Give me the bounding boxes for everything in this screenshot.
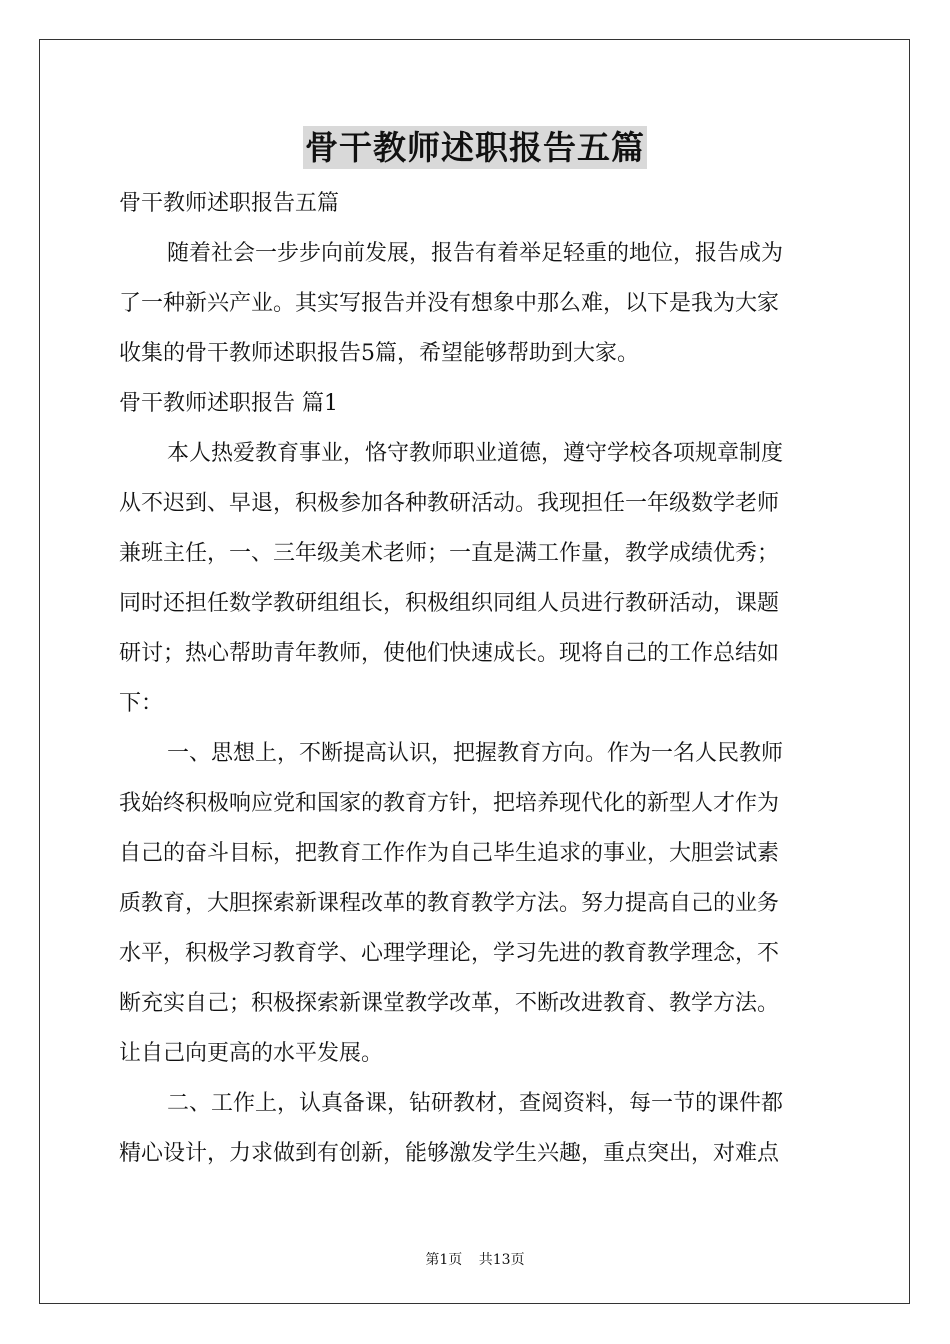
text-line: 兼班主任，一、三年级美术老师；一直是满工作量，教学成绩优秀；	[119, 541, 780, 566]
text-line: 同时还担任数学教研组组长，积极组织同组人员进行教研活动，课题	[119, 591, 780, 616]
text-line: 二、工作上，认真备课，钻研教材，查阅资料，每一节的课件都	[167, 1091, 784, 1116]
text-line: 让自己向更高的水平发展。	[119, 1041, 384, 1066]
text-line: 精心设计，力求做到有创新，能够激发学生兴趣，重点突出，对难点	[119, 1141, 780, 1166]
text-line: 质教育，大胆探索新课程改革的教育教学方法。努力提高自己的业务	[119, 891, 780, 916]
text-line: 本人热爱教育事业，恪守教师职业道德，遵守学校各项规章制度	[167, 441, 784, 466]
text-line: 收集的骨干教师述职报告5篇，希望能够帮助到大家。	[119, 341, 639, 366]
page-total: 共13页	[478, 1252, 525, 1268]
page-number: 第1页	[425, 1252, 463, 1268]
text-line: 下：	[119, 691, 164, 716]
document-title	[0, 122, 950, 169]
text-line: 研讨；热心帮助青年教师，使他们快速成长。现将自己的工作总结如	[119, 641, 780, 666]
text-line: 我始终积极响应党和国家的教育方针，把培养现代化的新型人才作为	[119, 791, 780, 816]
text-line: 骨干教师述职报告五篇	[119, 191, 340, 216]
page-footer	[0, 1249, 950, 1269]
text-line: 一、思想上，不断提高认识，把握教育方向。作为一名人民教师	[167, 741, 784, 766]
text-line: 骨干教师述职报告 篇1	[119, 391, 338, 416]
text-line: 水平，积极学习教育学、心理学理论，学习先进的教育教学理念，不	[119, 941, 780, 966]
text-line: 从不迟到、早退，积极参加各种教研活动。我现担任一年级数学老师	[119, 491, 780, 516]
text-line: 了一种新兴产业。其实写报告并没有想象中那么难，以下是我为大家	[119, 291, 780, 316]
text-line: 随着社会一步步向前发展，报告有着举足轻重的地位，报告成为	[167, 241, 784, 266]
text-line: 断充实自己；积极探索新课堂教学改革，不断改进教育、教学方法。	[119, 991, 780, 1016]
title-text: 骨干教师述职报告五篇	[305, 128, 645, 167]
text-line: 自己的奋斗目标，把教育工作作为自己毕生追求的事业，大胆尝试素	[119, 841, 780, 866]
